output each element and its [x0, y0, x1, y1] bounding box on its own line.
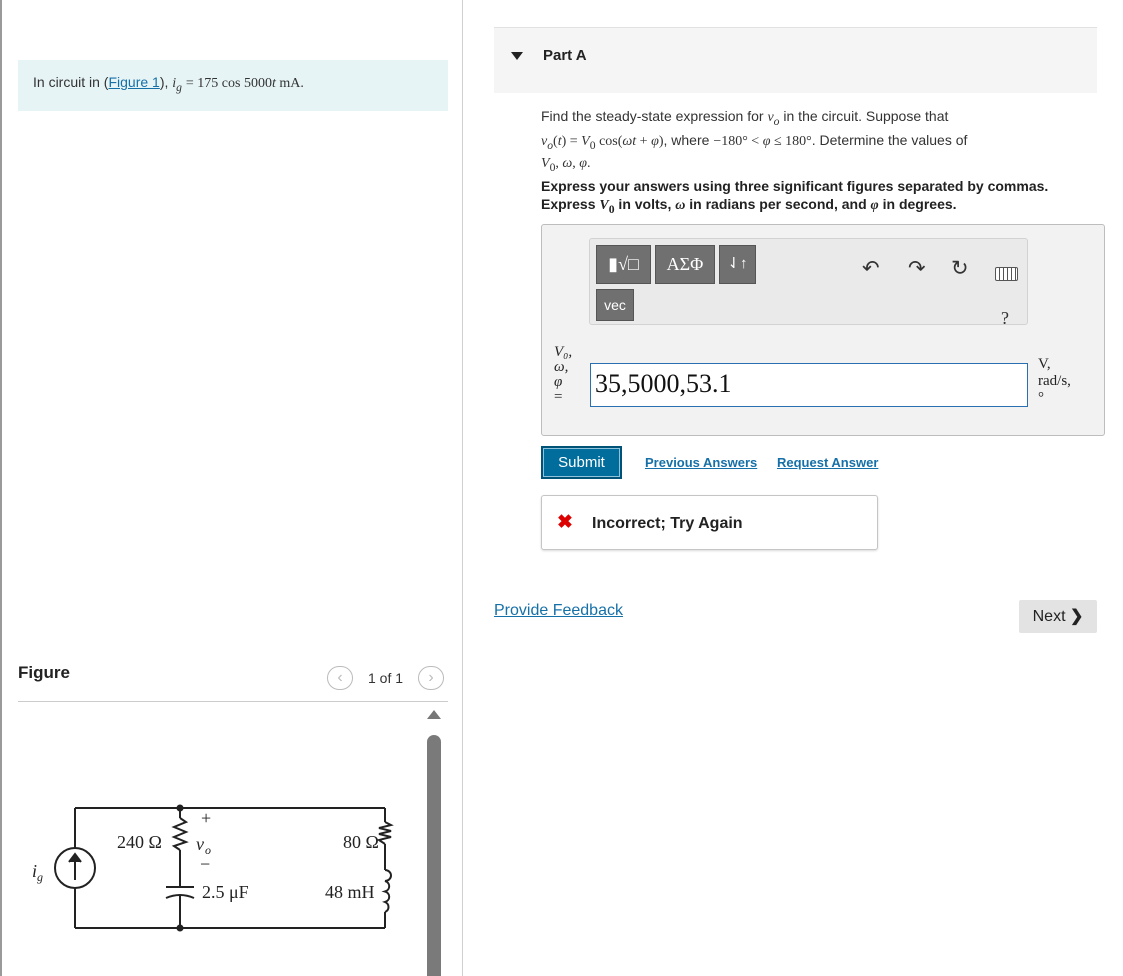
circuit-diagram — [20, 780, 415, 940]
x-icon: ✖ — [557, 512, 573, 533]
problem-equation: = 175 cos 5000 — [185, 76, 272, 91]
t-var: t — [271, 76, 276, 91]
problem-statement — [18, 60, 448, 111]
previous-answers-link[interactable]: Previous Answers — [645, 455, 758, 470]
chevron-right-icon[interactable]: › — [418, 666, 444, 690]
next-label: Next — [1032, 608, 1066, 625]
question-line-3: $V_0$, ω, φ. — [541, 155, 591, 174]
answer-variables-label — [554, 345, 572, 405]
part-title: Part A — [543, 47, 587, 64]
inductor-label: 48 mH — [325, 882, 375, 902]
answer-input[interactable]: 35,5000,53.1 — [590, 363, 1028, 407]
request-answer-link[interactable]: Request Answer — [777, 455, 879, 470]
answer-panel — [541, 224, 1105, 436]
source-sub: g — [37, 870, 43, 884]
var-equals: = — [554, 389, 563, 405]
next-button[interactable] — [1019, 600, 1097, 633]
keyboard-icon[interactable] — [995, 267, 1018, 281]
source-label: i — [32, 861, 38, 881]
r1-label: 240 Ω — [117, 832, 162, 852]
answer-instructions — [541, 177, 1096, 219]
question-line-2: $v_o(t) = V_0$ cos(ωt + φ), where −180° < φ ≤ 180°. Determine the values of — [541, 131, 968, 152]
arrows-button[interactable]: ⇃↑ — [719, 245, 756, 284]
vo-plus: + — [201, 808, 212, 828]
redo-icon[interactable]: ↷ — [908, 257, 926, 280]
vo-sub: o — [205, 843, 211, 857]
instruction-line-1: Express your answers using three significant figures separated by commas. — [541, 178, 1049, 194]
r2-label: 80 Ω — [343, 832, 379, 852]
figure-scrollbar[interactable] — [427, 735, 441, 976]
caret-down-icon[interactable] — [511, 52, 523, 60]
vo-minus: − — [200, 854, 211, 874]
instruction-line-2: Express $V_0$ in volts, ω in radians per second, and φ in degrees. — [541, 196, 957, 216]
answer-units-label — [1038, 356, 1071, 407]
feedback-text: Incorrect; Try Again — [592, 515, 743, 532]
chevron-left-icon[interactable]: ‹ — [327, 666, 353, 690]
scroll-up-arrow-icon[interactable] — [427, 710, 441, 719]
ig-sub: g — [176, 80, 182, 94]
help-button[interactable]: ? — [1001, 308, 1009, 328]
question-line-1: Find the steady-state expression for $v_o$ in the circuit. Suppose that — [541, 108, 949, 128]
capacitor-label: 2.5 μF — [202, 882, 249, 902]
problem-unit: mA. — [275, 76, 304, 91]
provide-feedback-link[interactable]: Provide Feedback — [494, 602, 623, 619]
var-omega: ω, — [554, 359, 569, 375]
problem-prefix: In circuit in ( — [33, 74, 109, 90]
var-phi: φ — [554, 374, 563, 390]
undo-icon[interactable]: ↶ — [862, 257, 880, 280]
vo-label: v — [196, 834, 204, 854]
ig-var: i — [172, 76, 177, 91]
template-button[interactable]: ▮√□ — [596, 245, 651, 284]
reset-icon[interactable]: ↻ — [951, 257, 969, 280]
pane-divider — [462, 0, 463, 976]
window-left-border — [0, 0, 2, 976]
problem-sep: ), — [159, 74, 173, 90]
figure-divider — [18, 701, 448, 702]
unit-volts: V, — [1038, 356, 1051, 372]
greek-symbols-button[interactable]: ΑΣΦ — [655, 245, 715, 284]
vec-button[interactable]: vec — [596, 289, 634, 321]
feedback-box — [541, 495, 878, 550]
unit-degrees: ° — [1038, 390, 1044, 406]
chevron-right-icon: ❯ — [1069, 608, 1084, 625]
submit-button[interactable]: Submit — [541, 446, 622, 479]
math-toolbar — [589, 238, 1028, 328]
unit-rad-s: rad/s, — [1038, 373, 1071, 389]
figure-link[interactable]: Figure 1 — [108, 74, 160, 90]
part-a-header[interactable] — [494, 27, 1097, 93]
figure-heading: Figure — [18, 663, 70, 682]
var-v0: V₀, — [554, 344, 573, 360]
figure-pager: 1 of 1 — [368, 670, 404, 686]
question-text — [541, 107, 1096, 176]
